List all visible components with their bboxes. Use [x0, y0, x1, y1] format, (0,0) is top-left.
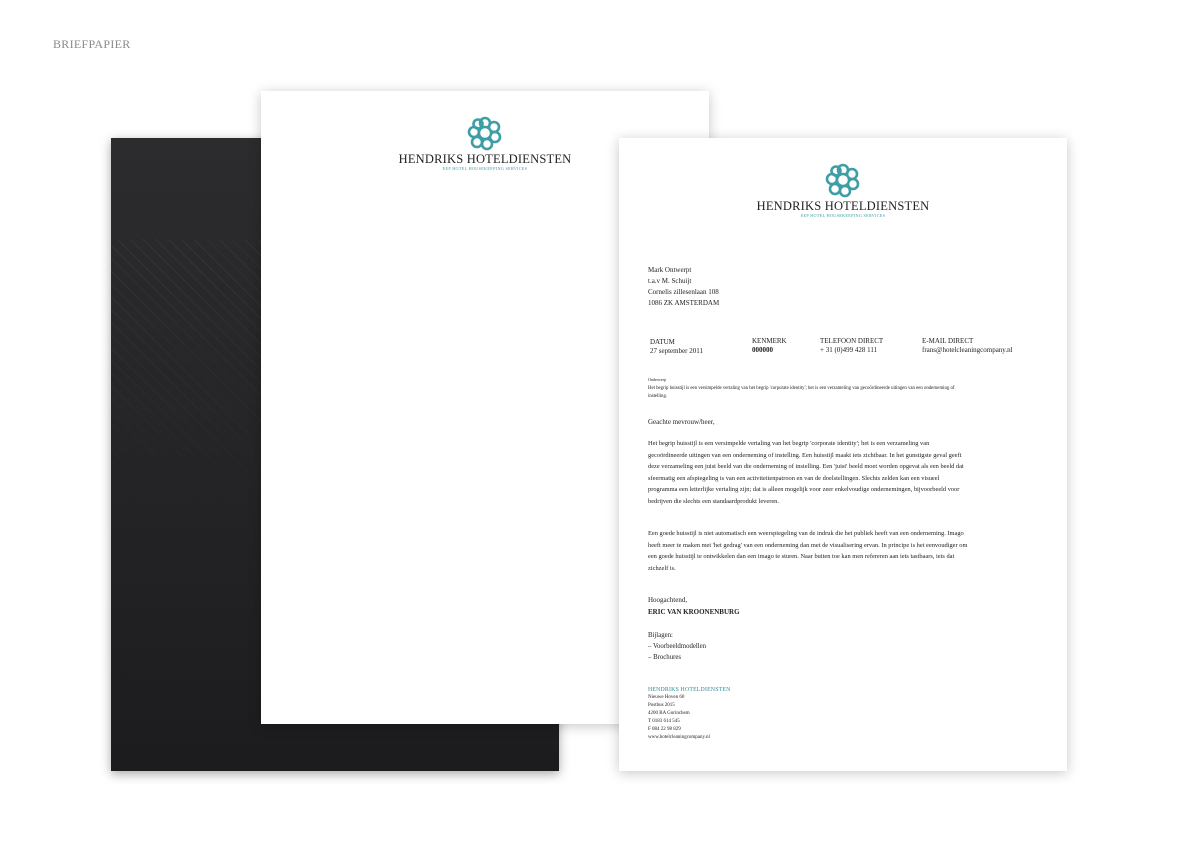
- brand-tagline: EEP HOTEL HOUSEKEEPING SERVICES: [442, 166, 528, 171]
- address-line: Mark Ontwerpt: [648, 266, 692, 274]
- meta-reference: [752, 337, 787, 355]
- flower-logo-icon: [825, 162, 861, 198]
- page-label: BRIEFPAPIER: [53, 37, 131, 51]
- address-line: 1086 ZK AMSTERDAM: [648, 299, 720, 307]
- recipient-address: [648, 265, 719, 309]
- enclosures-label: Bijlagen:: [648, 632, 673, 639]
- subject-label: Onderwerp: [648, 377, 666, 382]
- meta-value: + 31 (0)499 428 111: [820, 346, 878, 354]
- enclosures: [648, 630, 706, 664]
- address-line: Cornelis zillesenlaan 108: [648, 288, 719, 296]
- footer-address: [648, 686, 731, 742]
- subject: [648, 376, 968, 402]
- meta-phone: [820, 337, 883, 355]
- meta-label: TELEFOON DIRECT: [820, 337, 884, 345]
- logo: [619, 162, 1067, 219]
- meta-label: KENMERK: [752, 337, 787, 345]
- footer-line: F 084 22 98 829: [648, 727, 681, 732]
- footer-line: Nieuwe Hoven 60: [648, 695, 685, 700]
- meta-value: 000000: [752, 346, 773, 354]
- meta-label: DATUM: [650, 338, 675, 346]
- brand-tagline: EEP HOTEL HOUSEKEEPING SERVICES: [800, 213, 886, 218]
- footer-company: HENDRIKS HOTELDIENSTEN: [648, 687, 731, 693]
- salutation: Geachte mevrouw/heer,: [648, 418, 715, 426]
- meta-value: frans@hotelcleaningcompany.nl: [922, 346, 1013, 354]
- letter-sheet: [619, 138, 1067, 771]
- subject-text: Het begrip huisstijl is een versimpelde vertaling van het begrip 'corporate identity'; het is een verzameling van gecoördineerde uitingen van een onderneming of instelling.: [648, 385, 955, 399]
- body-paragraph: Een goede huisstijl is niet automatisch een weerspiegeling van de indruk die het publiek heeft van een onderneming. Imago heeft meer te maken met 'het gedrag' van een onderneming dan met de visualisering ervan. In principe is het eenvoudiger om een goede huisstijl te ontwikkelen dan een imago te sturen. Naar buiten toe kan men refereren aan iets tastbaars, iets dat zichzelf is.: [648, 530, 968, 572]
- brand-name: HENDRIKS HOTELDIENSTEN: [398, 152, 572, 166]
- enclosure-item: – Voorbeeldmodellen: [648, 643, 707, 651]
- footer-line: www.hotelcleaningcompany.nl: [648, 735, 710, 740]
- brand-name: HENDRIKS HOTELDIENSTEN: [756, 199, 930, 213]
- meta-value: 27 september 2011: [650, 347, 704, 355]
- closing-text: Hoogachtend,: [648, 596, 688, 604]
- meta-email: [922, 337, 1013, 355]
- enclosure-item: – Brochures: [648, 654, 682, 662]
- footer-line: T 0183 614 545: [648, 719, 680, 724]
- footer-line: 4200 BA Gorinchem: [648, 711, 690, 716]
- signatory: ERIC VAN KROONENBURG: [648, 607, 740, 616]
- meta-label: E-MAIL DIRECT: [922, 337, 974, 345]
- meta-date: [650, 338, 703, 356]
- address-line: t.a.v M. Schuijt: [648, 277, 692, 285]
- footer-line: Postbus 2015: [648, 703, 675, 708]
- closing: [648, 595, 740, 618]
- flower-logo-icon: [467, 115, 503, 151]
- body-paragraph: Het begrip huisstijl is een versimpelde vertaling van het begrip 'corporate identity'; het is een verzameling van gecoördineerde uitingen van een onderneming of instelling. Een huisstijl maakt iets zichtbaar. In het gunstigste geval geeft deze verzameling een juist beeld van die onderneming of instelling. Een 'juist' beeld moet worden opgevat als een beeld dat sfeermatig een afspiegeling is van een activiteitenpatroon en van de doelstellingen. Slechts zelden kan een visueel programma een letterlijke vertaling zijn; dat is alleen mogelijk voor zeer enkelvoudige ondernemingen, bijvoorbeeld voor bedrijven die slechts een standaardprodukt leveren.: [648, 440, 964, 505]
